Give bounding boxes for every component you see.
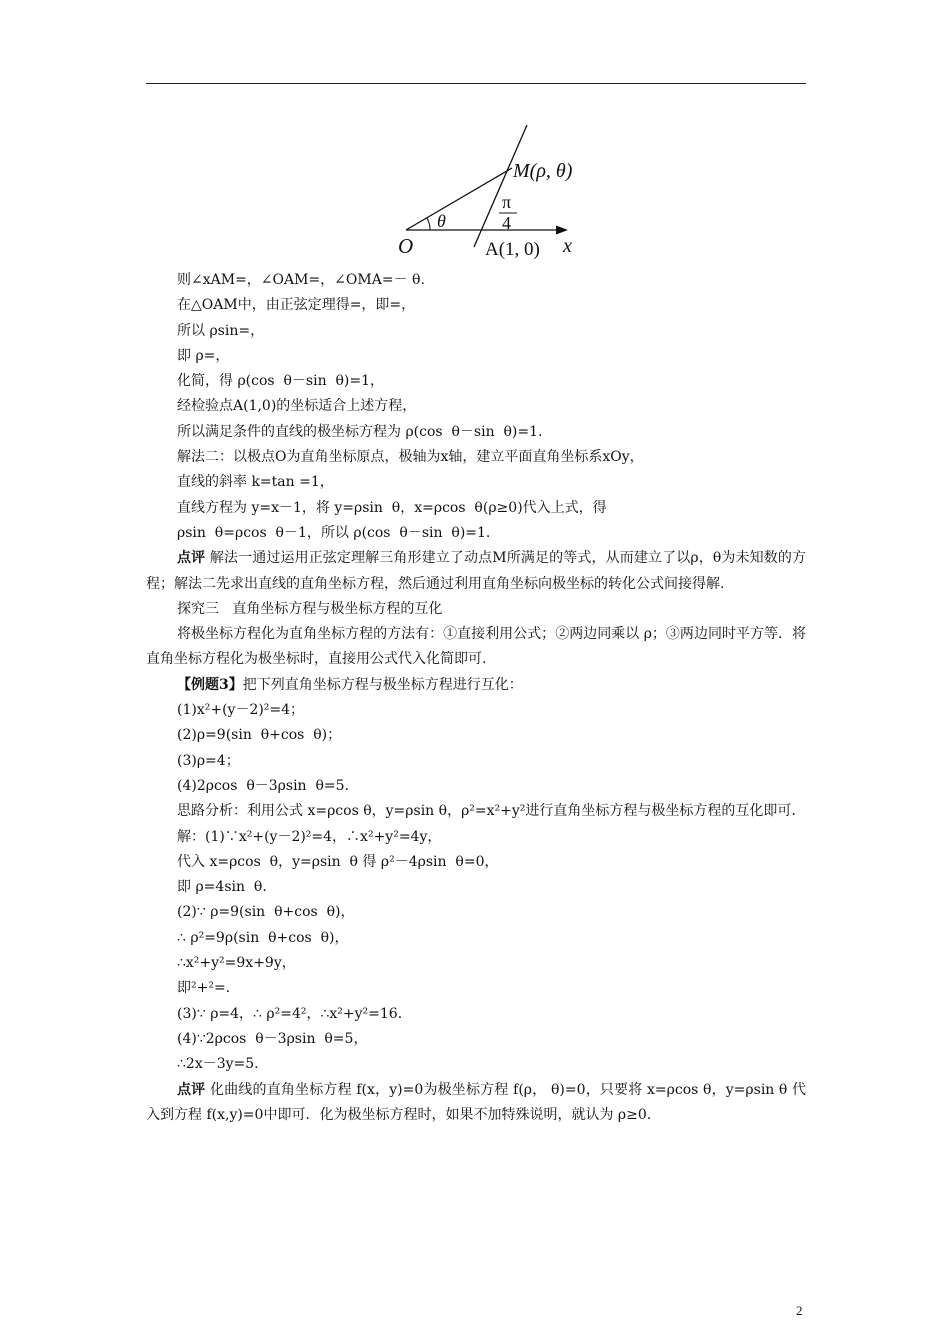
point-a-label: A(1, 0) [485,239,540,260]
example-text: 把下列直角坐标方程与极坐标方程进行互化： [242,676,523,693]
solution-line: 解：(1)∵x²+(y－2)²=4，∴x²+y²=4y， [177,828,442,845]
solution-line: ∴2x－3y=5. [177,1056,259,1073]
header-rule [146,83,806,84]
analysis-paragraph: 思路分析：利用公式 x=ρcos θ，y=ρsin θ，ρ²=x²+y²进行直角坐标方程与极坐标方程的互化即可. [177,803,796,820]
example-item: (1)x²+(y－2)²=4； [177,702,305,719]
figure-svg [390,120,600,268]
example-item: (3)ρ=4； [177,752,240,769]
text-line: ρsin θ=ρcos θ－1，所以 ρ(cos θ－sin θ)=1. [177,524,491,541]
example-item: (2)ρ=9(sin θ+cos θ)； [177,727,342,744]
example-item: (4)2ρcos θ－3ρsin θ=5. [177,777,349,794]
x-axis-label: x [563,235,572,257]
comment-text: 解法一通过运用正弦定理解三角形建立了动点M所满足的等式，从而建立了以ρ，θ为未知数的方程；解法二先求出直线的直角坐标方程，然后通过利用直角坐标向极坐标的转化公式间接得解. [146,550,806,592]
solution-line: 即²+²=. [177,980,231,997]
comment-text: 化曲线的直角坐标方程 f(x，y)=0为极坐标方程 f(ρ， θ)=0，只要将 x=ρcos θ，y=ρsin θ 代入到方程 f(x,y)=0中即可．化为极坐标方程时，如果不加特殊说明，就认为 ρ≥0. [146,1081,806,1123]
text-line: 在△OAM中，由正弦定理得=，即=， [177,297,416,314]
axis-arrow-icon [556,226,568,235]
page-number: 2 [796,1303,803,1318]
comment-label: 点评 [177,550,206,567]
solution-line: 代入 x=ρcos θ，y=ρsin θ 得 ρ²－4ρsin θ=0， [177,853,499,870]
polar-line-figure [390,120,600,268]
pi-numerator: π [502,192,512,212]
comment-paragraph [146,546,806,597]
comment-label: 点评 [177,1081,206,1098]
text-line: 则∠xAM=，∠OAM=，∠OMA=－ θ. [177,272,425,288]
text-line: 解法二：以极点O为直角坐标原点，极轴为x轴，建立平面直角坐标系xOy， [177,449,644,466]
text-line: 经检验点A(1,0)的坐标适合上述方程， [177,398,417,415]
text-line: 直线的斜率 k=tan =1， [177,474,334,491]
solution-line: (3)∵ ρ=4，∴ ρ²=4²，∴x²+y²=16. [177,1005,403,1022]
example-heading [146,673,806,698]
solution-line: 即 ρ=4sin θ. [177,879,267,896]
text-line: 即 ρ=， [177,347,230,364]
text-line: 所以满足条件的直线的极坐标方程为 ρ(cos θ－sin θ)=1. [177,423,543,440]
origin-label: O [398,234,414,258]
example-label: 【例题3】 [177,676,243,693]
section-title: 探究三 直角坐标方程与极坐标方程的互化 [177,600,443,617]
ray-om [406,168,512,230]
solution-line: (4)∵2ρcos θ－3ρsin θ=5， [177,1030,368,1047]
solution-line: (2)∵ ρ=9(sin θ+cos θ)， [177,904,355,921]
section-intro: 将极坐标方程化为直角坐标方程的方法有：①直接利用公式；②两边同乘以 ρ；③两边同时平方等．将直角坐标方程化为极坐标时，直接用公式代入化简即可. [146,626,806,668]
solution-line: ∴ ρ²=9ρ(sin θ+cos θ)， [177,929,349,946]
angle-arc [427,218,430,230]
theta-label: θ [437,211,446,231]
point-m-label: M(ρ, θ) [513,160,573,182]
text-line: 直线方程为 y=x－1，将 y=ρsin θ，x=ρcos θ(ρ≥0)代入上式，得 [177,499,607,516]
text-line: 所以 ρsin=， [177,322,265,339]
main-content [146,268,806,1128]
solution-line: ∴x²+y²=9x+9y， [177,955,296,972]
comment-paragraph [146,1078,806,1129]
pi-denominator: 4 [502,213,511,233]
text-line: 化简，得 ρ(cos θ－sin θ)=1， [177,373,385,390]
